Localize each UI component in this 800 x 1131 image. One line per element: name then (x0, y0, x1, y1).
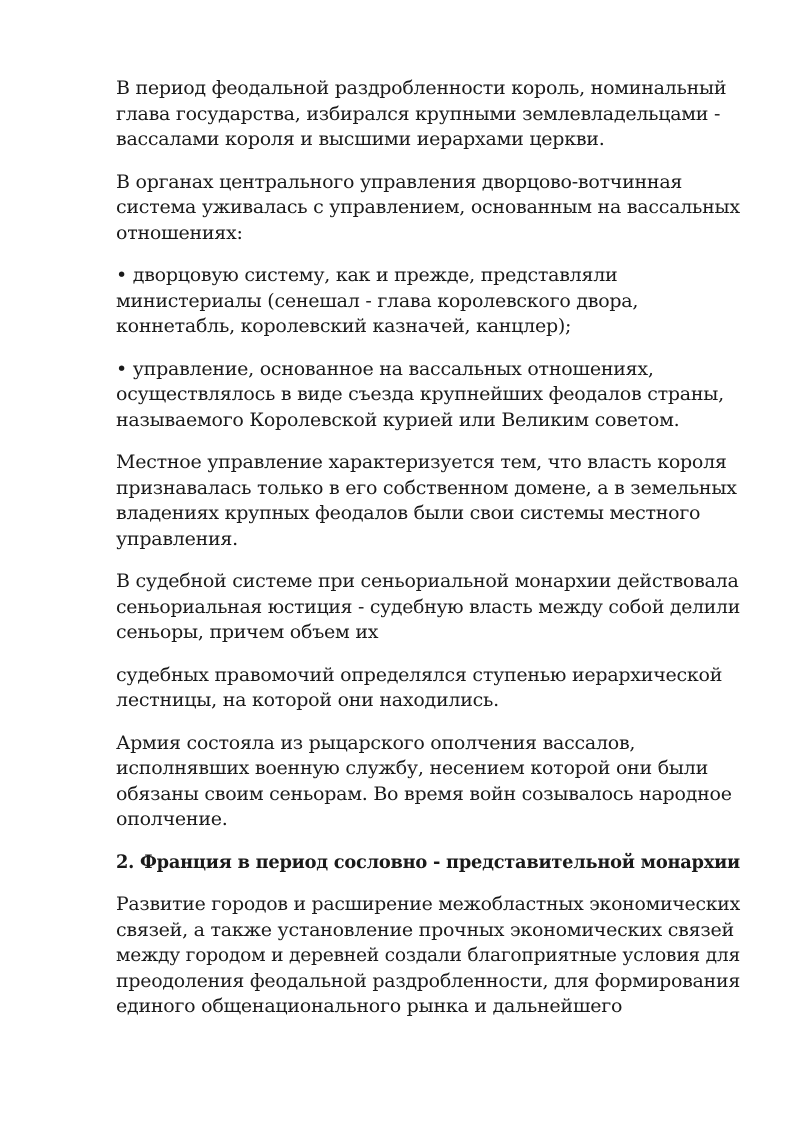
text-line: • управление, основанное на вассальных отношениях, (116, 357, 654, 380)
text-line: отношениях: (116, 221, 243, 244)
text-line: система уживалась с управлением, основанным на вассальных (116, 196, 740, 218)
paragraph-army (116, 731, 740, 833)
text-line: глава государства, избирался крупными землевладельцами - (116, 102, 721, 125)
text-line: В органах центрального управления дворцово-вотчинная (116, 170, 683, 193)
text-line: называемого Королевской курией или Великим советом. (116, 408, 680, 431)
bullet-palace-system (116, 263, 740, 340)
text-line: вассалами короля и высшими иерархами церкви. (116, 128, 605, 150)
text-line: коннетабль, королевский казначей, канцлер); (116, 315, 572, 337)
paragraph-local-government (116, 450, 740, 552)
paragraph-king-election (116, 76, 740, 153)
text-line: преодоления феодальной раздробленности, для формирования (116, 969, 741, 992)
text-line: Армия состояла из рыцарского ополчения вассалов, (116, 731, 636, 754)
document-page (116, 76, 740, 1037)
paragraph-city-development (116, 892, 740, 1020)
text-line: В период феодальной раздробленности король, номинальный (116, 77, 727, 99)
text-line: В судебной системе при сеньориальной монархии действовала (116, 570, 739, 592)
paragraph-central-government (116, 170, 740, 247)
paragraph-judicial-powers (116, 663, 740, 714)
text-line: Местное управление характеризуется тем, что власть короля (116, 451, 727, 473)
text-line: лестницы, на которой они находились. (116, 689, 499, 711)
paragraph-judicial-system (116, 569, 740, 646)
text-line: сеньоры, причем объем их (116, 621, 379, 643)
text-line: • дворцовую систему, как и прежде, представляли (116, 264, 618, 286)
section-heading: 2. Франция в период сословно - представительной монархии (116, 850, 740, 873)
text-line: осуществлялось в виде съезда крупнейших феодалов страны, (116, 383, 724, 405)
text-line: ополчение. (116, 808, 228, 830)
text-line: управления. (116, 527, 238, 550)
text-line: исполнявших военную службу, несением которой они были (116, 757, 709, 779)
text-line: Развитие городов и расширение межобластных экономических (116, 893, 740, 915)
text-line: признавалась только в его собственном домене, а в земельных (116, 476, 737, 499)
text-line: сеньориальная юстиция - судебную власть между собой делили (116, 595, 741, 618)
text-line: судебных правомочий определялся ступенью иерархической (116, 663, 723, 686)
text-line: обязаны своим сеньорам. Во время войн созывалось народное (116, 782, 732, 805)
text-line: между городом и деревней создали благоприятные условия для (116, 944, 740, 966)
text-line: владениях крупных феодалов были свои системы местного (116, 502, 701, 524)
text-line: министериалы (сенешал - глава королевского двора, (116, 289, 639, 312)
text-line: связей, а также установление прочных экономических связей (116, 918, 734, 941)
bullet-vassal-management (116, 357, 740, 434)
text-line: единого общенационального рынка и дальнейшего (116, 995, 623, 1017)
